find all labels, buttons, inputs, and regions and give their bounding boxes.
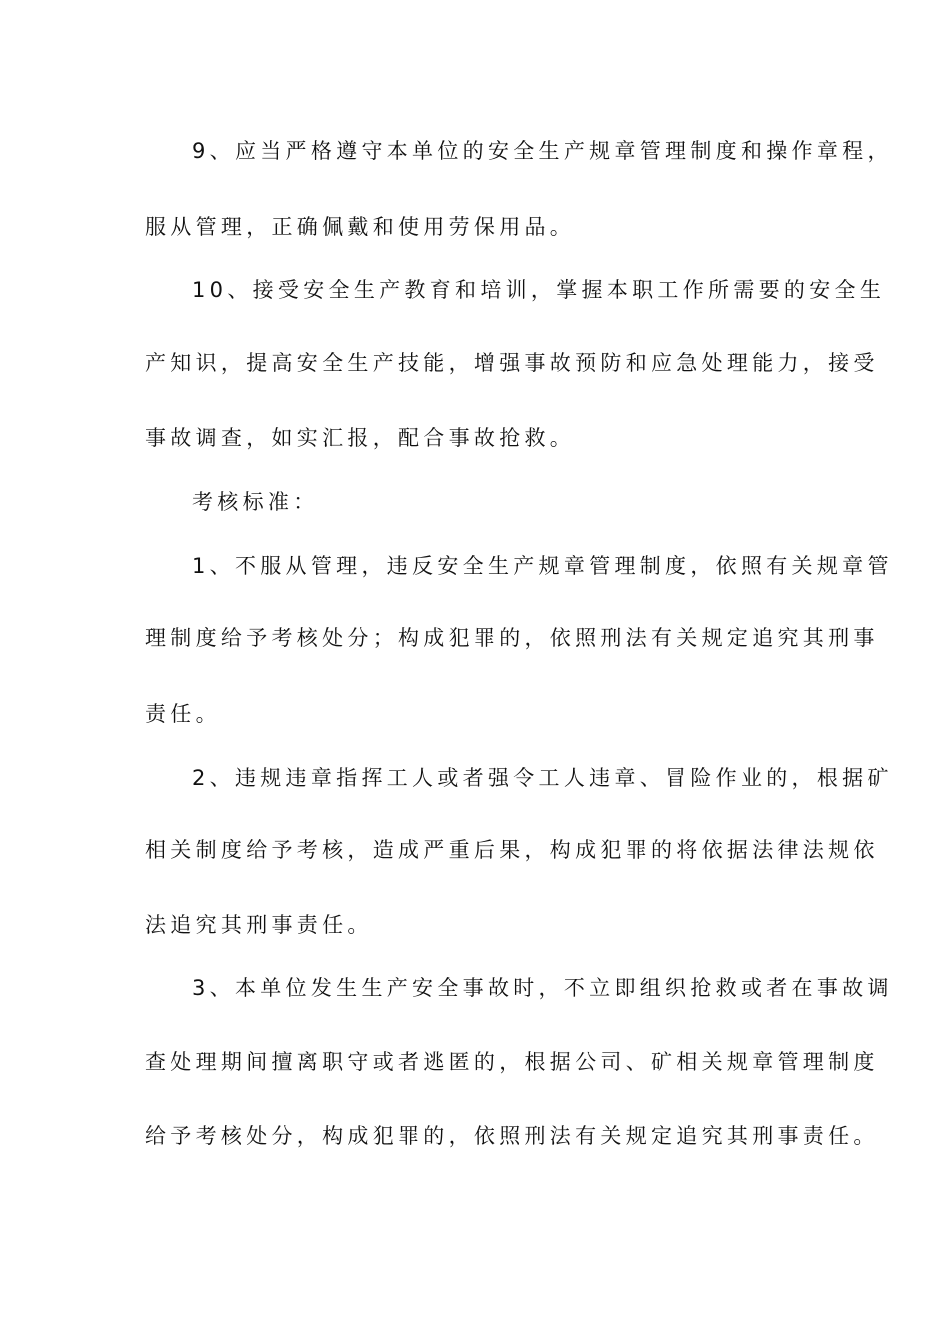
criterion-1-line-1: 1、不服从管理，违反安全生产规章管理制度，依照有关规章管 (192, 554, 893, 578)
criterion-3-line-2: 查处理期间擅离职守或者逃匿的，根据公司、矿相关规章管理制度 (145, 1050, 879, 1074)
paragraph-10-line-2: 产知识，提高安全生产技能，增强事故预防和应急处理能力，接受 (145, 351, 879, 375)
criterion-3-line-1: 3、本单位发生生产安全事故时，不立即组织抢救或者在事故调 (192, 976, 893, 1000)
criterion-2-line-2: 相关制度给予考核，造成严重后果，构成犯罪的将依据法律法规依 (145, 838, 879, 862)
section-heading-assessment: 考核标准： (192, 490, 319, 514)
paragraph-9-line-1: 9、应当严格遵守本单位的安全生产规章管理制度和操作章程， (192, 139, 893, 163)
criterion-2-line-3: 法追究其刑事责任。 (145, 913, 373, 937)
criterion-1-line-2: 理制度给予考核处分；构成犯罪的，依照刑法有关规定追究其刑事 (145, 626, 879, 650)
paragraph-10-line-3: 事故调查，如实汇报，配合事故抢救。 (145, 426, 576, 450)
criterion-3-line-3: 给予考核处分，构成犯罪的，依照刑法有关规定追究其刑事责任。 (145, 1124, 879, 1148)
paragraph-10-line-1: 10、接受安全生产教育和培训，掌握本职工作所需要的安全生 (192, 278, 886, 302)
paragraph-9-line-2: 服从管理，正确佩戴和使用劳保用品。 (145, 215, 576, 239)
criterion-1-line-3: 责任。 (145, 702, 221, 726)
criterion-2-line-1: 2、违规违章指挥工人或者强令工人违章、冒险作业的，根据矿 (192, 766, 893, 790)
